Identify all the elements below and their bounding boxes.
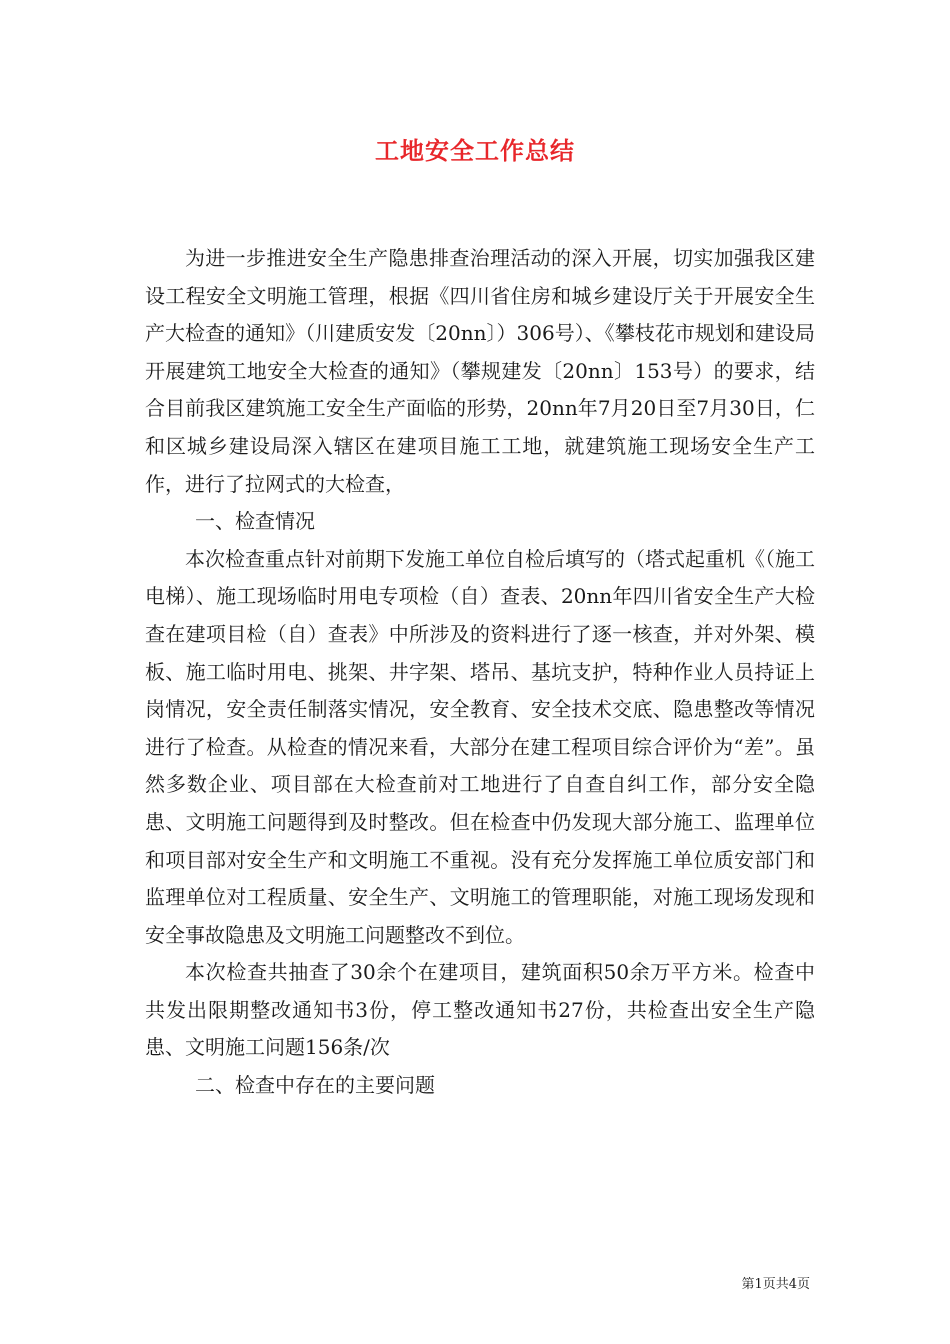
document-body: [145, 240, 815, 1105]
document-title: 工地安全工作总结: [375, 136, 575, 165]
page-number-footer: 第1页共4页: [741, 1277, 810, 1292]
statistics-paragraph: 本次检查共抽查了30余个在建项目，建筑面积50余万平方米。检查中共发出限期整改通知书3份，停工整改通知书27份，共检查出安全生产隐患、文明施工问题156条/次: [145, 960, 815, 1060]
section-heading-problems: 二、检查中存在的主要问题: [195, 1073, 435, 1098]
section-heading-inspection: 一、检查情况: [195, 509, 315, 534]
inspection-paragraph: 本次检查重点针对前期下发施工单位自检后填写的（塔式起重机《（施工电梯）、施工现场临时用电专项检（自）查表、20nn年四川省安全生产大检查在建项目检（自）查表》中所涉及的资料进行了逐一核查，并对外架、模板、施工临时用电、挑架、井字架、塔吊、基坑支护，特种作业人员持证上岗情况，安全责任制落实情况，安全教育、安全技术交底、隐患整改等情况进行了检查。从检查的情况来看，大部分在建工程项目综合评价为“差”。虽然多数企业、项目部在大检查前对工地进行了自查自纠工作，部分安全隐患、文明施工问题得到及时整改。但在检查中仍发现大部分施工、监理单位和项目部对安全生产和文明施工不重视。没有充分发挥施工单位质安部门和监理单位对工程质量、安全生产、文明施工的管理职能，对施工现场发现和安全事故隐患及文明施工问题整改不到位。: [145, 546, 815, 947]
intro-paragraph: 为进一步推进安全生产隐患排查治理活动的深入开展，切实加强我区建设工程安全文明施工管理，根据《四川省住房和城乡建设厅关于开展安全生产大检查的通知》（川建质安发〔20nn〕）306号）、《攀枝花市规划和建设局开展建筑工地安全大检查的通知》（攀规建发〔20nn〕153号）的要求，结合目前我区建筑施工安全生产面临的形势，20nn年7月20日至7月30日，仁和区城乡建设局深入辖区在建项目施工工地，就建筑施工现场安全生产工作，进行了拉网式的大检查，: [145, 246, 815, 496]
